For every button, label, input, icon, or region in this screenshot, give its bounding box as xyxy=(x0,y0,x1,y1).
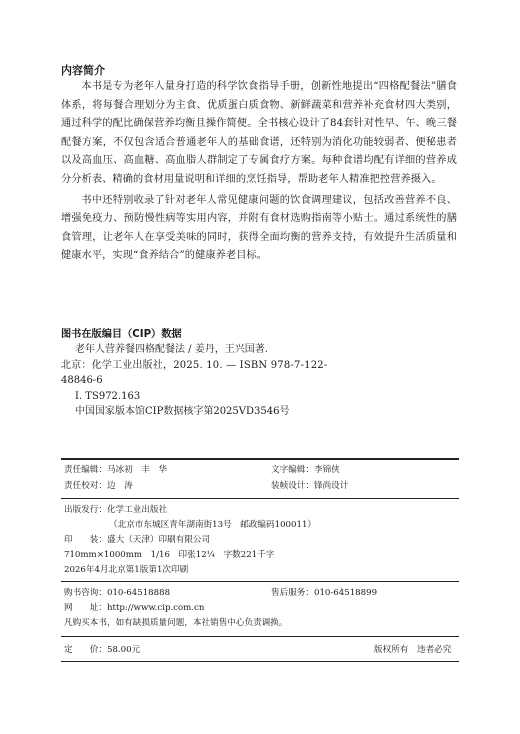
price-line xyxy=(64,644,140,657)
price-label: 定 价： xyxy=(64,645,107,655)
website-link[interactable]: http://www.cip.com.cn xyxy=(106,603,205,613)
summary-body xyxy=(61,78,457,268)
printer-line xyxy=(64,534,210,547)
design-label: 装帧设计： xyxy=(271,481,314,491)
specs-line: 710mm×1000mm 1/16 印张12¼ 字数221千字 xyxy=(64,550,275,560)
divider xyxy=(61,498,459,499)
divider xyxy=(61,581,459,582)
cip-block xyxy=(61,327,461,419)
printer-value: 盛大（天津）印刷有限公司 xyxy=(106,535,211,545)
text-editor-label: 文字编辑： xyxy=(271,465,314,475)
text-editor-value: 李锦侠 xyxy=(313,465,340,475)
divider xyxy=(61,661,459,662)
notice-line: 凡购买本书，如有缺损质量问题，本社销售中心负责调换。 xyxy=(64,618,288,628)
cip-publisher-isbn: 北京：化学工业出版社，2025. 10. — ISBN 978-7-122- xyxy=(61,359,328,371)
rights-line: 版权所有 违者必究 xyxy=(374,645,452,655)
cip-record-number: 中国国家版本馆CIP数据核字第2025VD3546号 xyxy=(75,406,290,418)
service-value: 010-64518899 xyxy=(313,588,378,598)
editor-label: 责任编辑： xyxy=(64,465,107,475)
editor-value: 马冰初 丰 华 xyxy=(106,465,168,475)
website-label: 网 址： xyxy=(64,603,107,613)
cip-title: 图书在版编目（CIP）数据 xyxy=(61,329,182,340)
divider xyxy=(61,636,459,637)
publisher-line xyxy=(64,504,167,517)
publisher-value: 化学工业出版社 xyxy=(106,505,168,515)
service-line xyxy=(271,587,377,600)
purchase-label: 购书咨询： xyxy=(64,588,107,598)
price-value: 58.00元 xyxy=(106,645,141,655)
design-value: 锋尚设计 xyxy=(313,481,349,491)
summary-paragraph: 书中还特别收录了针对老年人常见健康问题的饮食调理建议，包括改善营养不良、增强免疫力、预防慢性病等实用内容，并附有食材选购指南等小贴士。通过系统性的膳食管理，让老年人在享受美味的同时，获得全面均衡的营养支持，有效提升生活质量和健康水平，实现“食养结合”的健康养老目标。 xyxy=(61,194,457,262)
printer-label: 印 装： xyxy=(64,535,107,545)
service-label: 售后服务： xyxy=(271,588,314,598)
address-line: （北京市东城区青年湖南街13号 邮政编码100011） xyxy=(109,520,317,530)
purchase-line xyxy=(64,587,170,600)
cip-isbn-cont: 48846-6 xyxy=(61,375,103,387)
cip-book-title: 老年人营养餐四格配餐法 / 姜丹，王兴国著. xyxy=(75,344,268,356)
proof-label: 责任校对： xyxy=(64,481,107,491)
proof-value: 边 涛 xyxy=(106,481,133,491)
website-line xyxy=(64,602,204,615)
cip-classification: Ⅰ. TS972.163 xyxy=(75,390,141,402)
summary-heading: 内容简介 xyxy=(61,64,105,77)
proof-line xyxy=(64,480,133,493)
editor-line xyxy=(64,464,167,477)
purchase-value: 010-64518888 xyxy=(106,588,171,598)
design-line xyxy=(271,480,348,493)
summary-paragraph: 本书是专为老年人量身打造的科学饮食指导手册，创新性地提出“四格配餐法”膳食体系，将每餐合理划分为主食、优质蛋白质食物、新鲜蔬菜和营养补充食材四大类别，通过科学的配比确保营养均衡且操作简便。全书核心设计了84套针对性早、午、晚三餐配餐方案，不仅包含适合普通老年人的基础食谱，还特别为消化功能较弱者、便秘患者以及高血压、高血糖、高血脂人群制定了专属食疗方案。每种食谱均配有详细的营养成分分析表、精确的食材用量说明和详细的烹饪指导，帮助老年人精准把控营养摄入。 xyxy=(61,81,457,185)
text-editor-line xyxy=(271,464,340,477)
edition-line: 2026年4月北京第1版第1次印刷 xyxy=(64,565,189,575)
publisher-label: 出版发行： xyxy=(64,505,107,515)
divider xyxy=(61,458,459,460)
